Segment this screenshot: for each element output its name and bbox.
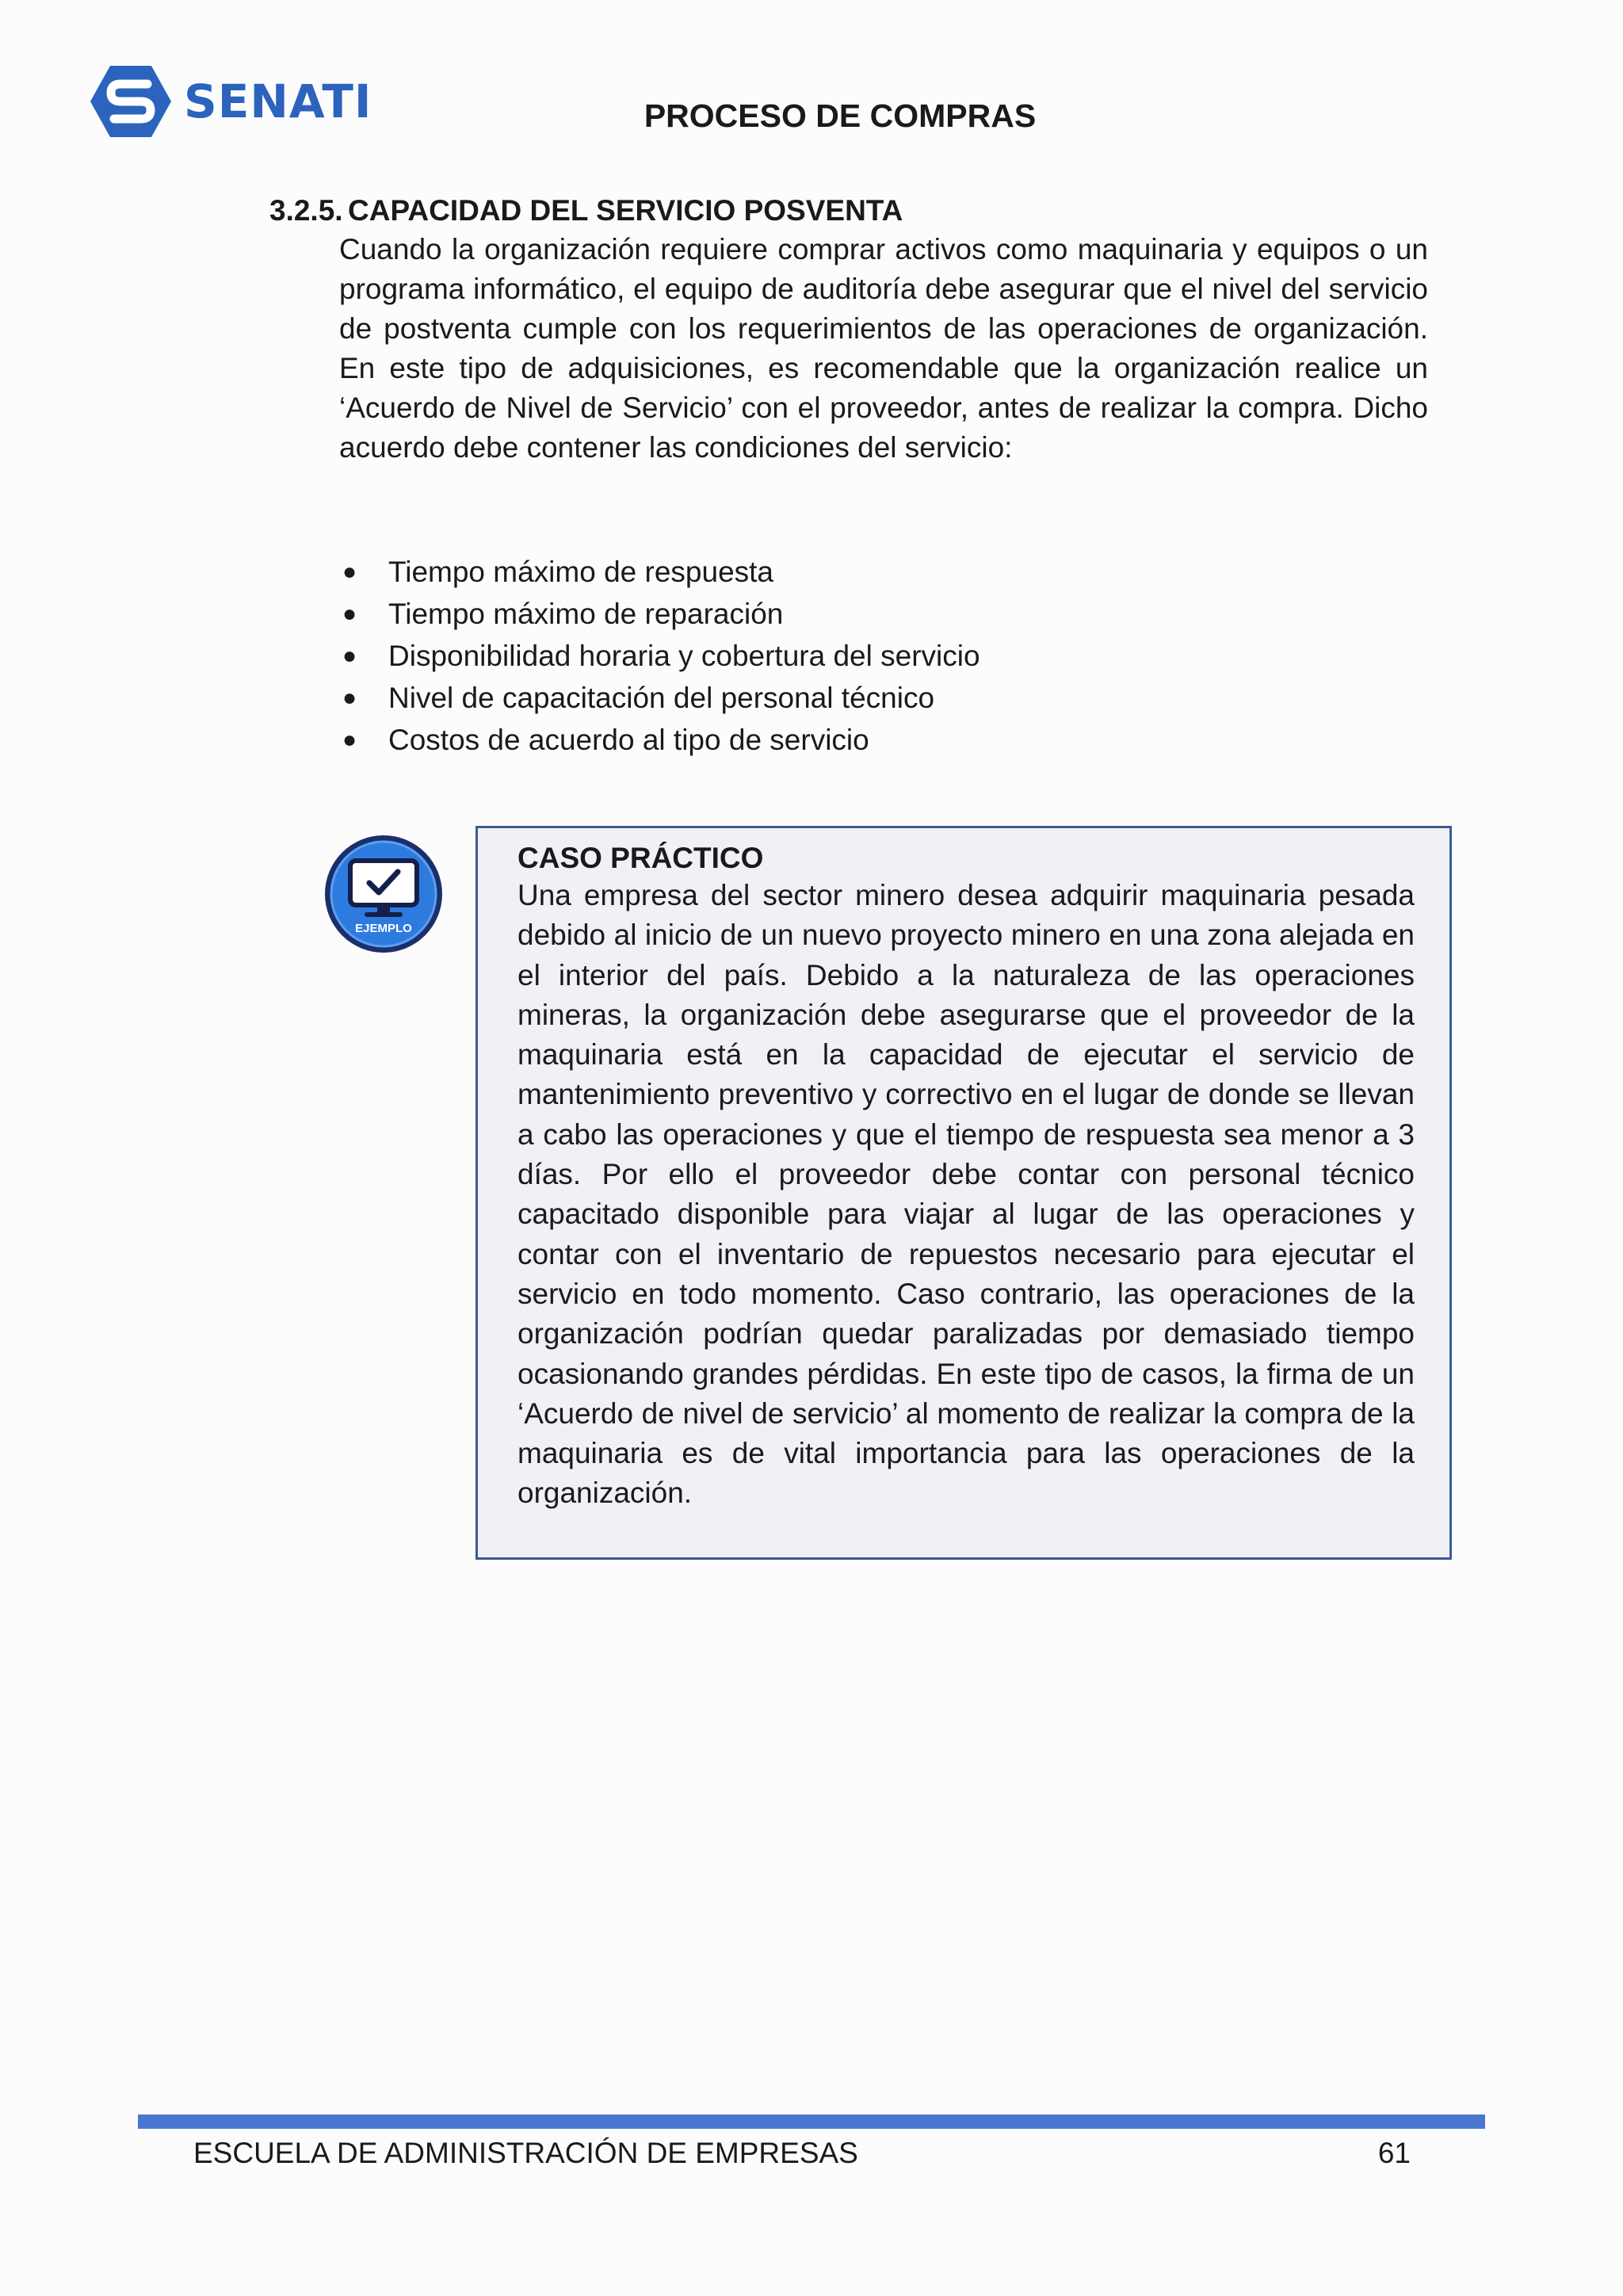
list-item (339, 635, 1428, 677)
section-number: 3.2.5. (269, 194, 343, 227)
senati-logo (89, 63, 372, 139)
page-number: 61 (1377, 2137, 1411, 2169)
list-item (339, 551, 1428, 593)
list-item (339, 677, 1428, 719)
case-title: CASO PRÁCTICO (517, 842, 764, 874)
list-item-text: Costos de acuerdo al tipo de servicio (388, 724, 869, 756)
section-heading (269, 190, 903, 231)
case-study-box (475, 826, 1452, 1560)
service-conditions-list (339, 551, 1428, 761)
footer-bar (138, 2115, 1485, 2129)
bullet-icon: ● (342, 601, 357, 627)
section-title: CAPACIDAD DEL SERVICIO POSVENTA (348, 194, 903, 227)
bullet-icon: ● (342, 559, 357, 585)
senati-hexagon-logo (89, 63, 173, 139)
case-paragraph: Una empresa del sector minero desea adquirir maquinaria pesada debido al inicio de un nuevo proyecto minero en una zona alejada en el interior del país. Debido a la naturaleza de las operaciones mineras, la organización debe asegurarse que el proveedor de la maquinaria está en la capacidad de ejecutar el servicio de mantenimiento preventivo y correctivo en el lugar de donde se llevan a cabo las operaciones y que el tiempo de respuesta sea menor a 3 días. Por ello el proveedor debe contar con personal técnico capacitado disponible para viajar al lugar de las operaciones y contar con el inventario de repuestos necesario para ejecutar el servicio en todo momento. Caso contrario, las operaciones de la organización podrían quedar paralizadas por demasiado tiempo ocasionando grandes pérdidas. En este tipo de casos, la firma de un ‘Acuerdo de nivel de servicio’ al momento de realizar la compra de la maquinaria es de vital importancia para las operaciones de la organización. (517, 879, 1415, 1510)
logo-wordmark: SENATI (184, 74, 372, 128)
document-title: PROCESO DE COMPRAS (643, 97, 1037, 134)
footer-school-name: ESCUELA DE ADMINISTRACIÓN DE EMPRESAS (193, 2137, 858, 2169)
list-item-text: Nivel de capacitación del personal técnico (388, 682, 935, 714)
list-item-text: Disponibilidad horaria y cobertura del servicio (388, 640, 980, 672)
example-badge-icon (323, 834, 444, 954)
bullet-icon: ● (342, 685, 357, 711)
list-item (339, 593, 1428, 635)
bullet-icon: ● (342, 643, 357, 669)
bullet-icon: ● (342, 727, 357, 753)
list-item-text: Tiempo máximo de reparación (388, 598, 784, 630)
badge-label: EJEMPLO (355, 922, 412, 935)
list-item (339, 719, 1428, 761)
list-item-text: Tiempo máximo de respuesta (388, 556, 774, 588)
intro-paragraph: Cuando la organización requiere comprar activos como maquinaria y equipos o un programa informático, el equipo de auditoría debe asegurar que el nivel del servicio de postventa cumple con los requerimientos de las operaciones de organización. En este tipo de adquisiciones, es recomendable que la organización realice un ‘Acuerdo de Nivel de Servicio’ con el proveedor, antes de realizar la compra. Dicho acuerdo debe contener las condiciones del servicio: (339, 233, 1428, 464)
